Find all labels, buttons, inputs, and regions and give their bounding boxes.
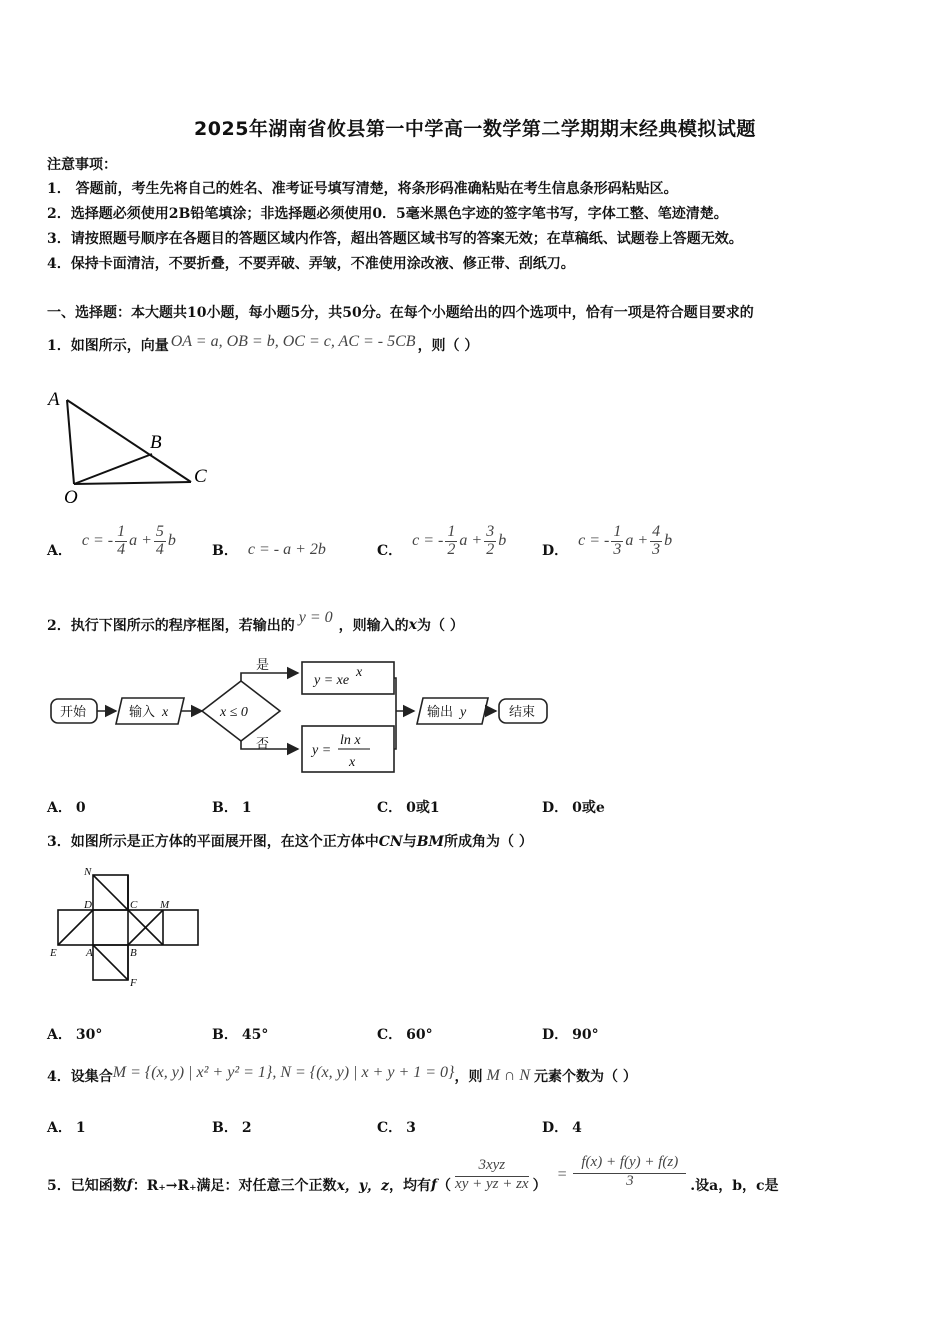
q2-option-c[interactable]: C． 0或1 [377, 800, 440, 816]
svg-text:x: x [356, 665, 363, 680]
notice-item-2: 2．选择题必须使用2B铅笔填涂；非选择题必须使用0．5毫米黑色字迹的签字笔书写，字体工整、笔迹清楚。 [47, 206, 728, 222]
notice-item-3: 3．请按照题号顺序在各题目的答题区域内作答，超出答题区域书写的答案无效；在草稿纸、试题卷上答题无效。 [47, 231, 743, 247]
q1-option-d[interactable]: D． c = - $\frac{1}{3}$ a + $\frac{4}{3}$ b [542, 522, 673, 559]
svg-text:x: x [162, 705, 169, 720]
label-a: A [48, 389, 60, 410]
q1-option-c[interactable]: C． c = - $\frac{1}{2}$ a + $\frac{3}{2}$ b [377, 522, 507, 559]
question-5-stem: 5．已知函数 f ：R₊→R₊满足：对任意三个正数 x，y，z ，均有 f （ $\frac{\text{3xyz}}{xy + yz + zx}$ ） = $\frac{f(x) + f(y) + f(z)}{3}$ .设a，b，c是 [47, 1153, 779, 1194]
svg-text:M: M [160, 899, 170, 911]
svg-text:E: E [50, 947, 57, 959]
q3-cube-net-figure [44, 864, 204, 992]
page-title: 2025年湖南省攸县第一中学高一数学第二学期期末经典模拟试题 [194, 118, 756, 140]
q1-formula: OA = a, OB = b, OC = c, AC = - 5CB [170, 333, 416, 350]
flow-decision-label: x ≤ 0 [220, 705, 248, 720]
q2-option-d[interactable]: D． 0或e [542, 800, 605, 816]
section-heading: 一、选择题：本大题共10小题，每小题5分，共50分。在每个小题给出的四个选项中，恰有一项是符合题目要求的 [47, 305, 754, 321]
q4-option-a[interactable]: A． 1 [47, 1120, 86, 1136]
svg-text:N: N [84, 866, 92, 878]
q4-option-b[interactable]: B． 2 [212, 1120, 252, 1136]
question-4-stem: 4．设集合 M = {(x, y) | x² + y² = 1} , N = {(x, y) | x + y + 1 = 0} ，则 M ∩ N 元素个数为（ ） [47, 1064, 637, 1085]
flow-input-label: 输入 [129, 705, 156, 720]
q1-triangle-figure [44, 386, 224, 508]
line-ac [67, 400, 191, 482]
q3-option-a[interactable]: A． 30° [47, 1027, 103, 1043]
line-oc [74, 482, 191, 484]
q2-option-b[interactable]: B． 1 [212, 800, 252, 816]
line-ob [74, 454, 152, 484]
svg-text:F: F [130, 977, 137, 989]
flow-start-label: 开始 [60, 705, 87, 720]
svg-text:A: A [86, 947, 93, 959]
flow-output-label: 输出 [427, 705, 454, 720]
question-2-stem: 2．执行下图所示的程序框图，若输出的 y = 0 ，则输入的 x 为（ ） [47, 609, 464, 634]
question-1-stem [47, 333, 478, 357]
svg-text:D: D [84, 899, 92, 911]
q1-option-a[interactable]: A． c = - $\frac{1}{4}$ a + $\frac{5}{4}$ b [47, 522, 176, 559]
flow-yes-label: 是 [256, 658, 270, 673]
notice-heading: 注意事项： [47, 157, 117, 173]
svg-text:ln x: ln x [340, 733, 361, 748]
label-b: B [150, 432, 162, 453]
q3-option-d[interactable]: D． 90° [542, 1027, 599, 1043]
flow-box-2-lhs: y = [312, 743, 332, 758]
label-c: C [194, 466, 207, 487]
svg-text:B: B [130, 947, 137, 959]
notice-item-1: 1． 答题前，考生先将自己的姓名、准考证号填写清楚，将条形码准确粘贴在考生信息条形码粘贴区。 [47, 181, 678, 197]
q1-prefix: 1．如图所示，向量 [47, 338, 169, 354]
flow-box-1-label: y = xe [314, 673, 350, 688]
q2-flowchart [44, 656, 554, 778]
flow-end-label: 结束 [509, 705, 536, 720]
flow-no-label: 否 [256, 737, 270, 752]
label-o: O [64, 487, 78, 508]
line-ao [67, 400, 74, 484]
q3-option-b[interactable]: B． 45° [212, 1027, 269, 1043]
q4-option-d[interactable]: D． 4 [542, 1120, 582, 1136]
svg-text:x: x [349, 755, 356, 770]
question-3-stem: 3．如图所示是正方体的平面展开图，在这个正方体中CN与BM所成角为（ ） [47, 834, 533, 850]
svg-text:y: y [460, 705, 467, 720]
svg-text:C: C [130, 899, 138, 911]
q3-option-c[interactable]: C． 60° [377, 1027, 433, 1043]
q1-suffix: ，则（ ） [417, 338, 479, 354]
q2-option-a[interactable]: A． 0 [47, 800, 86, 816]
q1-option-b[interactable]: B． c = - a + 2b [212, 541, 326, 559]
q4-option-c[interactable]: C． 3 [377, 1120, 416, 1136]
notice-item-4: 4．保持卡面清洁，不要折叠，不要弄破、弄皱，不准使用涂改液、修正带、刮纸刀。 [47, 256, 575, 272]
